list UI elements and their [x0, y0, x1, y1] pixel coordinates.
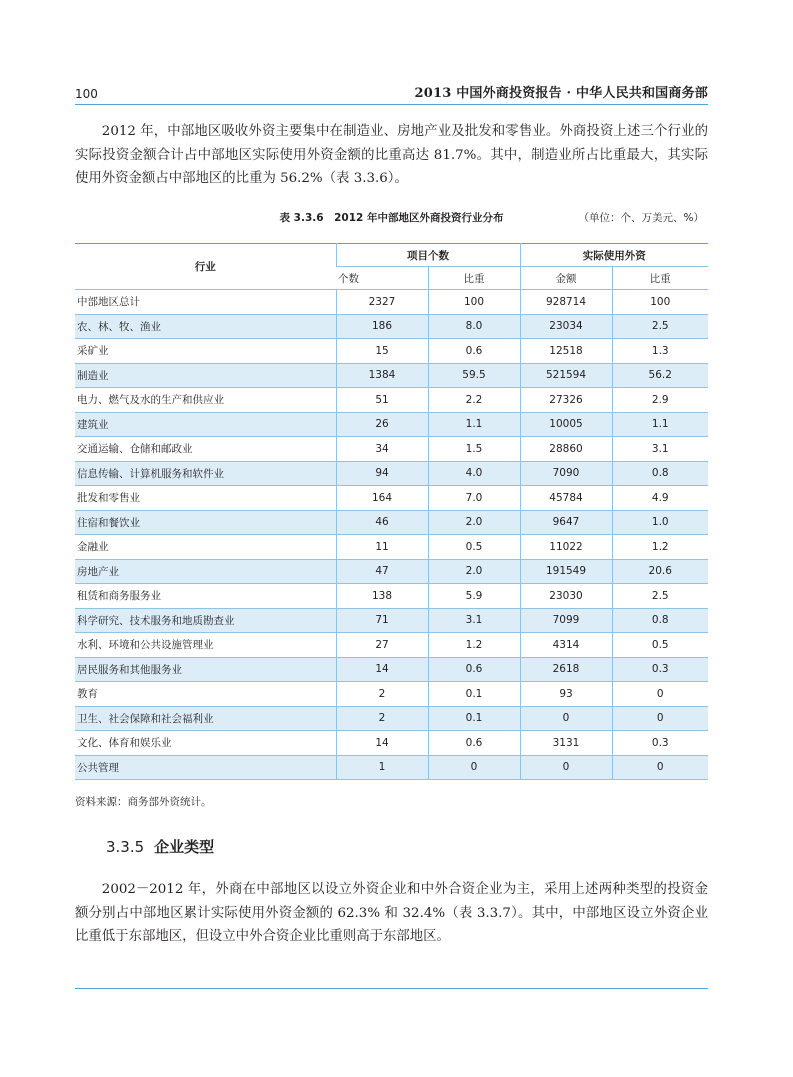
amount-cell: 10005: [520, 412, 612, 437]
count-cell: 15: [336, 339, 428, 364]
amount-share-cell: 2.9: [612, 388, 708, 413]
amount-cell: 0: [520, 755, 612, 780]
count-cell: 11: [336, 535, 428, 560]
amount-share-cell: 0: [612, 755, 708, 780]
amount-cell: 928714: [520, 290, 612, 315]
industry-cell: 教育: [75, 682, 336, 707]
project-share-cell: 5.9: [428, 584, 520, 609]
page-number: 100: [75, 87, 98, 101]
amount-cell: 93: [520, 682, 612, 707]
source-note: 资料来源：商务部外资统计。: [75, 796, 212, 808]
amount-cell: 521594: [520, 363, 612, 388]
table-row: [75, 584, 708, 609]
count-cell: 186: [336, 314, 428, 339]
header-industry: 行业: [75, 244, 336, 290]
amount-share-cell: 0.3: [612, 731, 708, 756]
table-row: [75, 755, 708, 780]
amount-share-cell: 3.1: [612, 437, 708, 462]
table-row: [75, 437, 708, 462]
industry-cell: 卫生、社会保障和社会福利业: [75, 706, 336, 731]
running-title: 2013 中国外商投资报告 · 中华人民共和国商务部: [414, 86, 708, 101]
project-share-cell: 0.6: [428, 657, 520, 682]
industry-table: [75, 243, 708, 780]
project-share-cell: 4.0: [428, 461, 520, 486]
project-share-cell: 0.1: [428, 682, 520, 707]
count-cell: 27: [336, 633, 428, 658]
table-row: [75, 633, 708, 658]
count-cell: 46: [336, 510, 428, 535]
amount-share-cell: 2.5: [612, 314, 708, 339]
count-cell: 34: [336, 437, 428, 462]
header-count: 个数: [336, 267, 428, 290]
count-cell: 14: [336, 657, 428, 682]
project-share-cell: 3.1: [428, 608, 520, 633]
amount-cell: 7099: [520, 608, 612, 633]
count-cell: 164: [336, 486, 428, 511]
amount-cell: 27326: [520, 388, 612, 413]
table-row: [75, 314, 708, 339]
table-row: [75, 559, 708, 584]
table-row: [75, 657, 708, 682]
table-row: [75, 486, 708, 511]
project-share-cell: 0.1: [428, 706, 520, 731]
industry-cell: 电力、燃气及水的生产和供应业: [75, 388, 336, 413]
count-cell: 51: [336, 388, 428, 413]
table-row: [75, 339, 708, 364]
project-share-cell: 8.0: [428, 314, 520, 339]
project-share-cell: 59.5: [428, 363, 520, 388]
industry-cell: 农、林、牧、渔业: [75, 314, 336, 339]
table-row: [75, 461, 708, 486]
amount-share-cell: 0.8: [612, 461, 708, 486]
amount-cell: 7090: [520, 461, 612, 486]
amount-cell: 191549: [520, 559, 612, 584]
amount-share-cell: 4.9: [612, 486, 708, 511]
body-paragraph: 2002－2012 年，外商在中部地区以设立外资企业和中外合资企业为主，采用上述两种类型的投资金额分别占中部地区累计实际使用外资金额的 62.3% 和 32.4%（表 3.3.7）。其中，中部地区设立外资企业比重低于东部地区，但设立中外合资企业比重则高于东部地区。: [75, 882, 708, 944]
count-cell: 26: [336, 412, 428, 437]
table-row: [75, 706, 708, 731]
count-cell: 71: [336, 608, 428, 633]
table-row: [75, 608, 708, 633]
amount-cell: 45784: [520, 486, 612, 511]
header-projects-group: 项目个数: [336, 244, 520, 267]
table-row: [75, 731, 708, 756]
header-share-amount: 比重: [612, 267, 708, 290]
table-row: [75, 510, 708, 535]
project-share-cell: 7.0: [428, 486, 520, 511]
amount-cell: 2618: [520, 657, 612, 682]
amount-share-cell: 20.6: [612, 559, 708, 584]
project-share-cell: 2.0: [428, 510, 520, 535]
project-share-cell: 100: [428, 290, 520, 315]
footer-rule: [75, 988, 708, 989]
project-share-cell: 0: [428, 755, 520, 780]
count-cell: 2327: [336, 290, 428, 315]
amount-cell: 28860: [520, 437, 612, 462]
project-share-cell: 0.6: [428, 339, 520, 364]
amount-cell: 0: [520, 706, 612, 731]
amount-cell: 11022: [520, 535, 612, 560]
intro-paragraph: 2012 年，中部地区吸收外资主要集中在制造业、房地产业及批发和零售业。外商投资上述三个行业的实际投资金额合计占中部地区实际使用外资金额的比重高达 81.7%。其中，制造业所占比重最大，其实际使用外资金额占中部地区的比重为 56.2%（表 3.3.6）。: [75, 124, 708, 186]
industry-cell: 批发和零售业: [75, 486, 336, 511]
table-row: [75, 290, 708, 315]
count-cell: 94: [336, 461, 428, 486]
industry-cell: 采矿业: [75, 339, 336, 364]
section-title: 企业类型: [154, 838, 215, 856]
industry-cell: 中部地区总计: [75, 290, 336, 315]
project-share-cell: 1.1: [428, 412, 520, 437]
industry-cell: 房地产业: [75, 559, 336, 584]
amount-share-cell: 1.1: [612, 412, 708, 437]
amount-share-cell: 0.8: [612, 608, 708, 633]
count-cell: 2: [336, 706, 428, 731]
table-row: [75, 682, 708, 707]
amount-share-cell: 0.5: [612, 633, 708, 658]
amount-share-cell: 100: [612, 290, 708, 315]
project-share-cell: 2.0: [428, 559, 520, 584]
amount-share-cell: 0: [612, 706, 708, 731]
table-caption: [75, 210, 708, 226]
industry-cell: 居民服务和其他服务业: [75, 657, 336, 682]
project-share-cell: 0.6: [428, 731, 520, 756]
count-cell: 2: [336, 682, 428, 707]
amount-share-cell: 56.2: [612, 363, 708, 388]
table-title: 表 3.3.6 2012 年中部地区外商投资行业分布: [279, 212, 504, 224]
industry-cell: 租赁和商务服务业: [75, 584, 336, 609]
industry-cell: 交通运输、仓储和邮政业: [75, 437, 336, 462]
industry-cell: 制造业: [75, 363, 336, 388]
industry-cell: 文化、体育和娱乐业: [75, 731, 336, 756]
header-share-projects: 比重: [428, 267, 520, 290]
project-share-cell: 1.2: [428, 633, 520, 658]
amount-share-cell: 0: [612, 682, 708, 707]
amount-cell: 9647: [520, 510, 612, 535]
industry-cell: 建筑业: [75, 412, 336, 437]
amount-share-cell: 1.2: [612, 535, 708, 560]
project-share-cell: 0.5: [428, 535, 520, 560]
amount-cell: 12518: [520, 339, 612, 364]
industry-cell: 科学研究、技术服务和地质勘查业: [75, 608, 336, 633]
industry-cell: 公共管理: [75, 755, 336, 780]
count-cell: 1: [336, 755, 428, 780]
table-row: [75, 412, 708, 437]
table-row: [75, 388, 708, 413]
count-cell: 47: [336, 559, 428, 584]
amount-cell: 3131: [520, 731, 612, 756]
amount-share-cell: 1.0: [612, 510, 708, 535]
amount-cell: 23030: [520, 584, 612, 609]
count-cell: 1384: [336, 363, 428, 388]
page-header: [75, 84, 708, 105]
amount-share-cell: 2.5: [612, 584, 708, 609]
count-cell: 138: [336, 584, 428, 609]
project-share-cell: 2.2: [428, 388, 520, 413]
amount-cell: 4314: [520, 633, 612, 658]
section-heading: [106, 836, 214, 857]
industry-cell: 信息传输、计算机服务和软件业: [75, 461, 336, 486]
amount-share-cell: 0.3: [612, 657, 708, 682]
table-row: [75, 535, 708, 560]
industry-cell: 住宿和餐饮业: [75, 510, 336, 535]
count-cell: 14: [336, 731, 428, 756]
table-unit: （单位：个、万美元、%）: [578, 212, 704, 224]
header-amount: 金额: [520, 267, 612, 290]
amount-cell: 23034: [520, 314, 612, 339]
project-share-cell: 1.5: [428, 437, 520, 462]
table-row: [75, 363, 708, 388]
section-number: 3.3.5: [106, 838, 145, 856]
industry-cell: 金融业: [75, 535, 336, 560]
amount-share-cell: 1.3: [612, 339, 708, 364]
header-actual-group: 实际使用外资: [520, 244, 708, 267]
industry-cell: 水利、环境和公共设施管理业: [75, 633, 336, 658]
